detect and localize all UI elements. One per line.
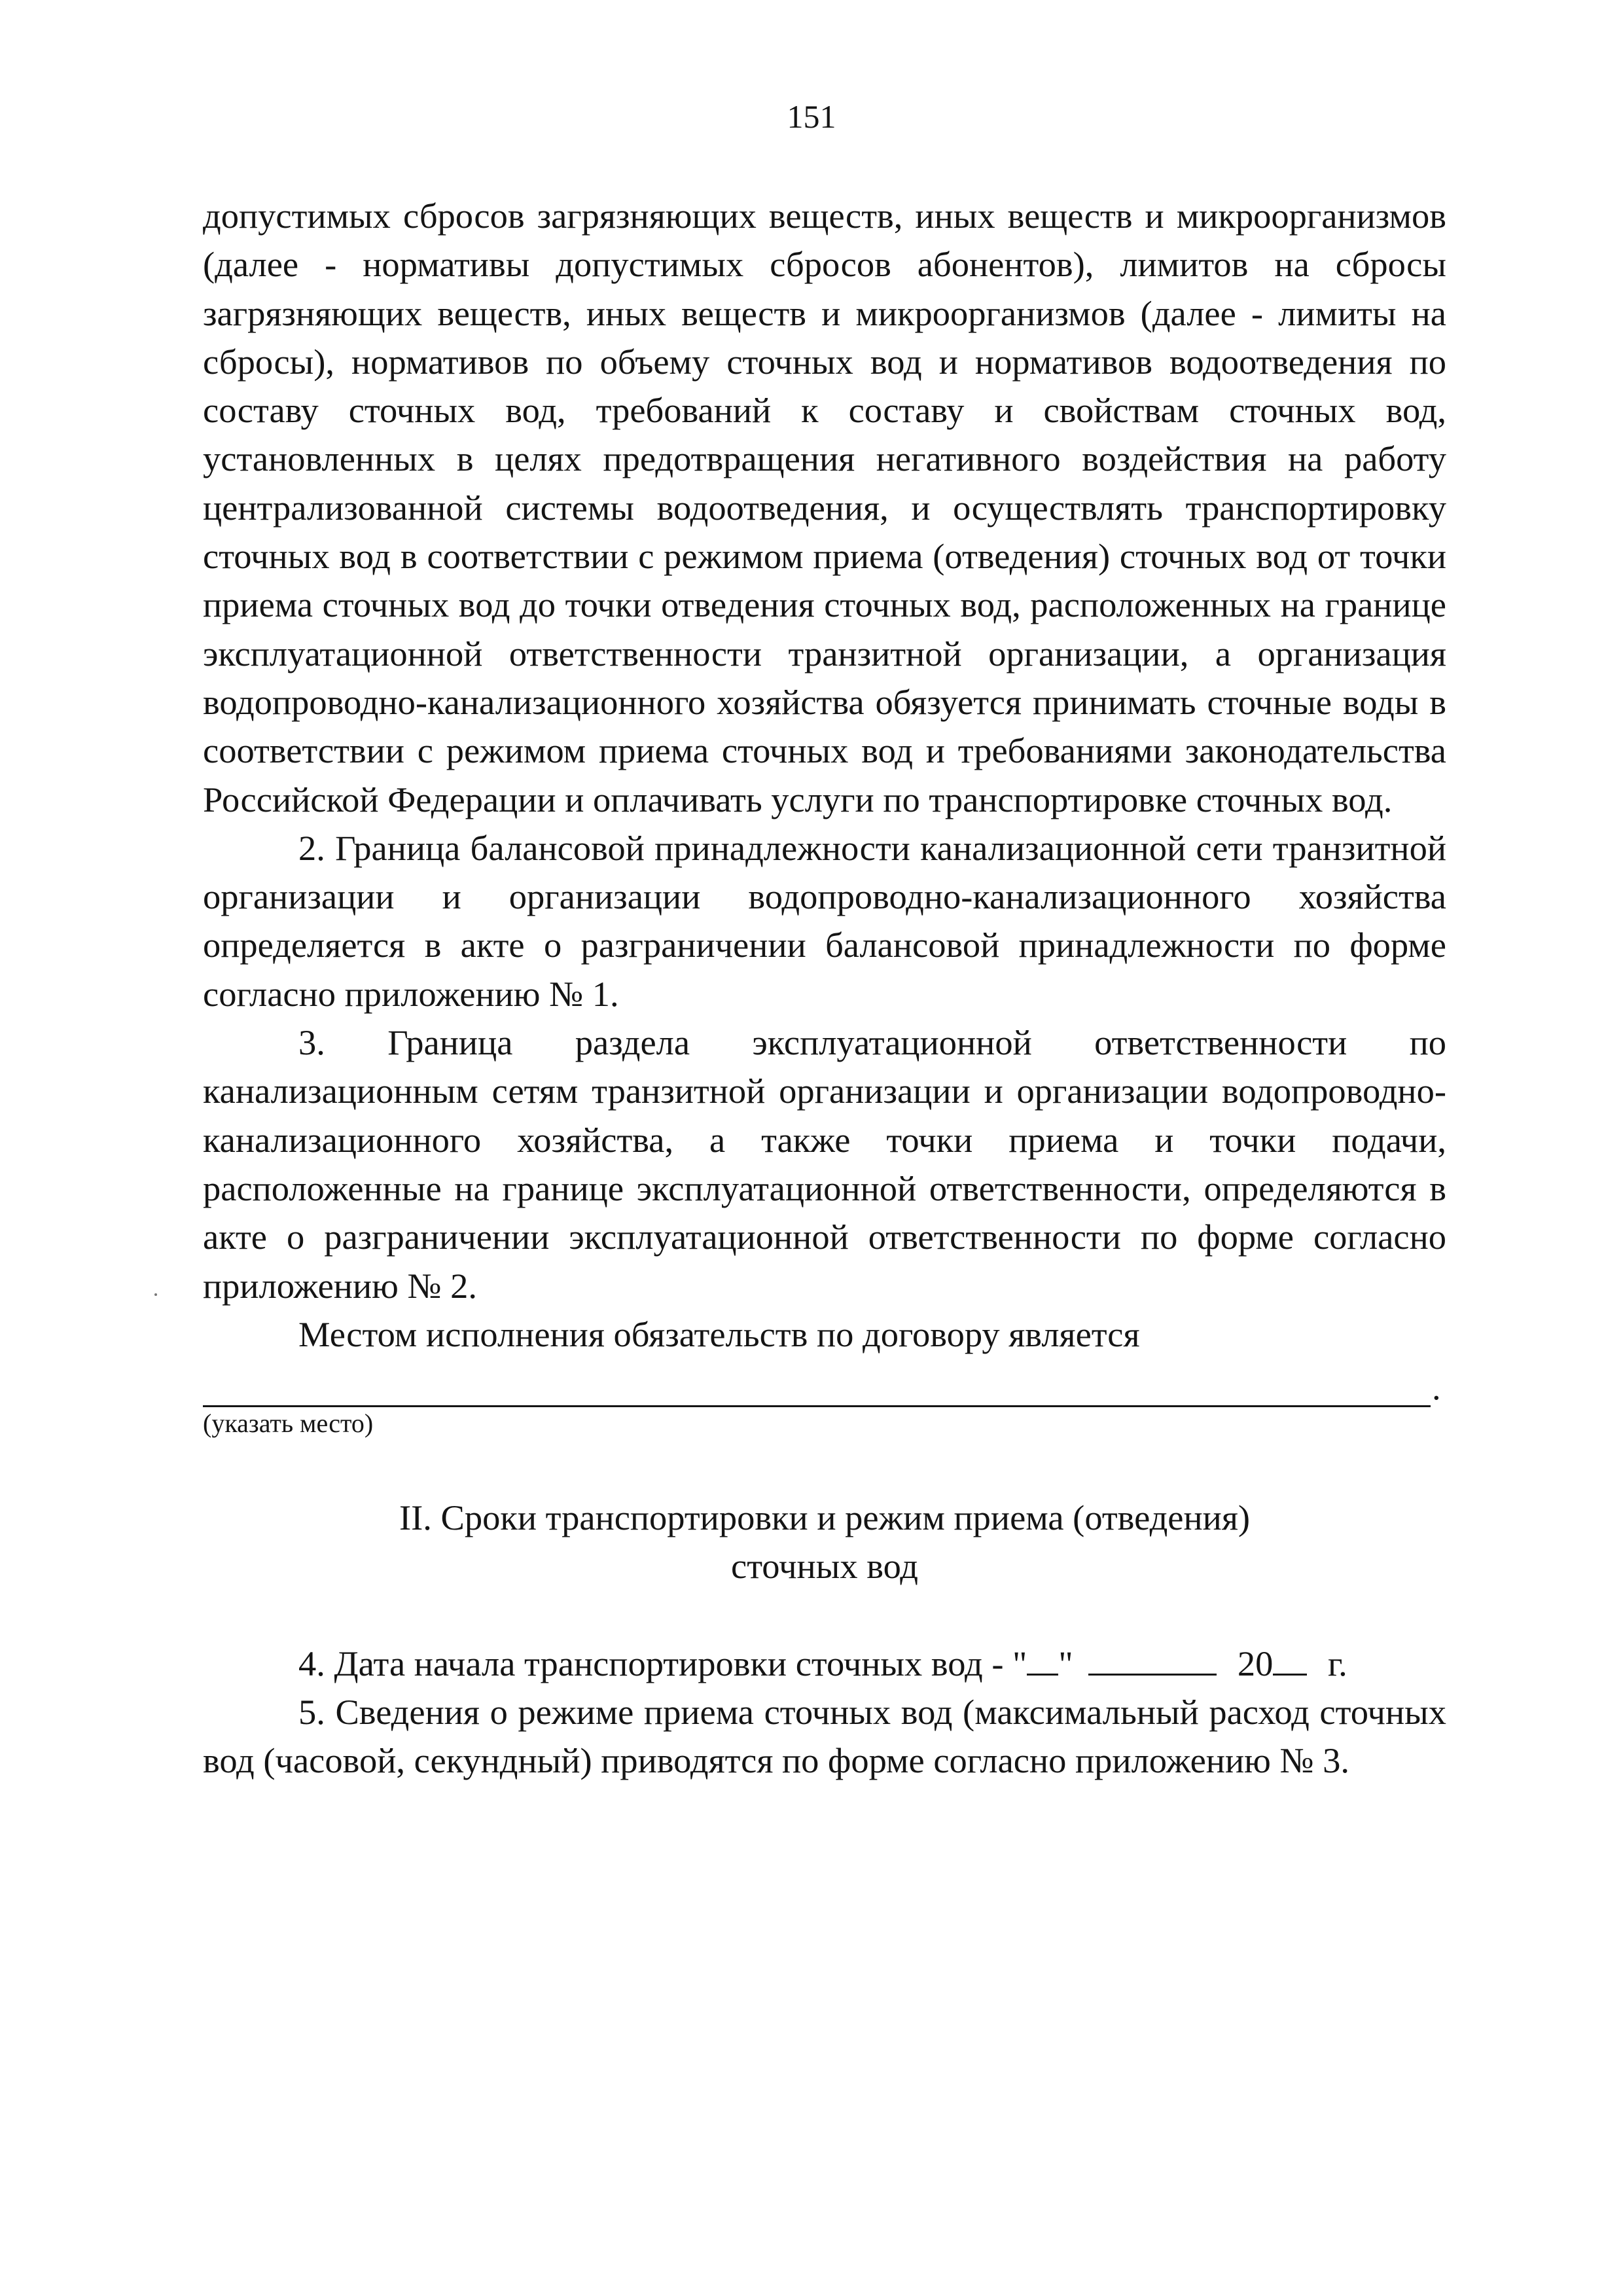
paragraph-4-start-date (203, 1640, 1446, 1688)
place-blank-line[interactable] (203, 1376, 1431, 1407)
start-month-blank[interactable] (1088, 1642, 1217, 1676)
paragraph-intro-continuation: допустимых сбросов загрязняющих веществ, иных веществ и микроорганизмов (далее - нормативы допустимых сбросов абонентов), лимитов на сбросы загрязняющих веществ, иных веществ и микроорганизмов (далее - лимиты на сбросы), нормативов по объему сточных вод и нормативов водоотведения по составу сточных вод, требований к составу и свойствам сточных вод, установленных в целях предотвращения негативного воздействия на работу централизованной системы водоотведения, и осуществлять транспортировку сточных вод в соответствии с режимом приема (отведения) сточных вод от точки приема сточных вод до точки отведения сточных вод, расположенных на границе эксплуатационной ответственности транзитной организации, а организация водопроводно-канализационного хозяйства обязуется принимать сточные воды в соответствии с режимом приема сточных вод и требованиями законодательства Российской Федерации и оплачивать услуги по транспортировке сточных вод. (203, 196, 1446, 819)
place-caption: (указать место) (203, 1408, 374, 1439)
paragraph-3-responsibility-boundary: 3. Граница раздела эксплуатационной ответственности по канализационным сетям транзитной организации и организации водопроводно-канализационного хозяйства, а также точки приема и точки подачи, расположенные на границе эксплуатационной ответственности, определяются в акте о разграничении эксплуатационной ответственности по форме согласно приложению № 2. (203, 1022, 1446, 1306)
start-year-blank[interactable] (1273, 1642, 1307, 1676)
paragraph-2-balance-boundary: 2. Граница балансовой принадлежности канализационной сети транзитной организации и организации водопроводно-канализационного хозяйства определяется в акте о разграничении балансовой принадлежности по форме согласно приложению № 1. (203, 827, 1446, 1014)
page-number: 151 (787, 98, 836, 135)
place-of-performance-field[interactable] (203, 1359, 1446, 1407)
section-2-heading-line-1: II. Сроки транспортировки и режим приема (отведения) (399, 1498, 1251, 1538)
year-abbreviation: г. (1327, 1643, 1347, 1683)
place-line-period: . (1432, 1367, 1441, 1408)
start-day-blank[interactable] (1027, 1642, 1058, 1676)
document-body (203, 192, 1446, 1785)
section-spacer (203, 1591, 1446, 1640)
section-2-heading-line-2: сточных вод (731, 1546, 918, 1587)
section-2-heading (203, 1494, 1446, 1591)
start-year-prefix: 20 (1237, 1643, 1274, 1683)
start-date-label: 4. Дата начала транспортировки сточных вод - " (298, 1643, 1027, 1683)
scan-speck (154, 1293, 157, 1296)
paragraph-5-intake-regime: 5. Сведения о режиме приема сточных вод (максимальный расход сточных вод (часовой, секундный) приводятся по форме согласно приложению № 3. (203, 1692, 1446, 1781)
place-of-performance-text: Местом исполнения обязательств по договору является (298, 1314, 1140, 1354)
start-date-quote-close: " (1058, 1643, 1073, 1683)
